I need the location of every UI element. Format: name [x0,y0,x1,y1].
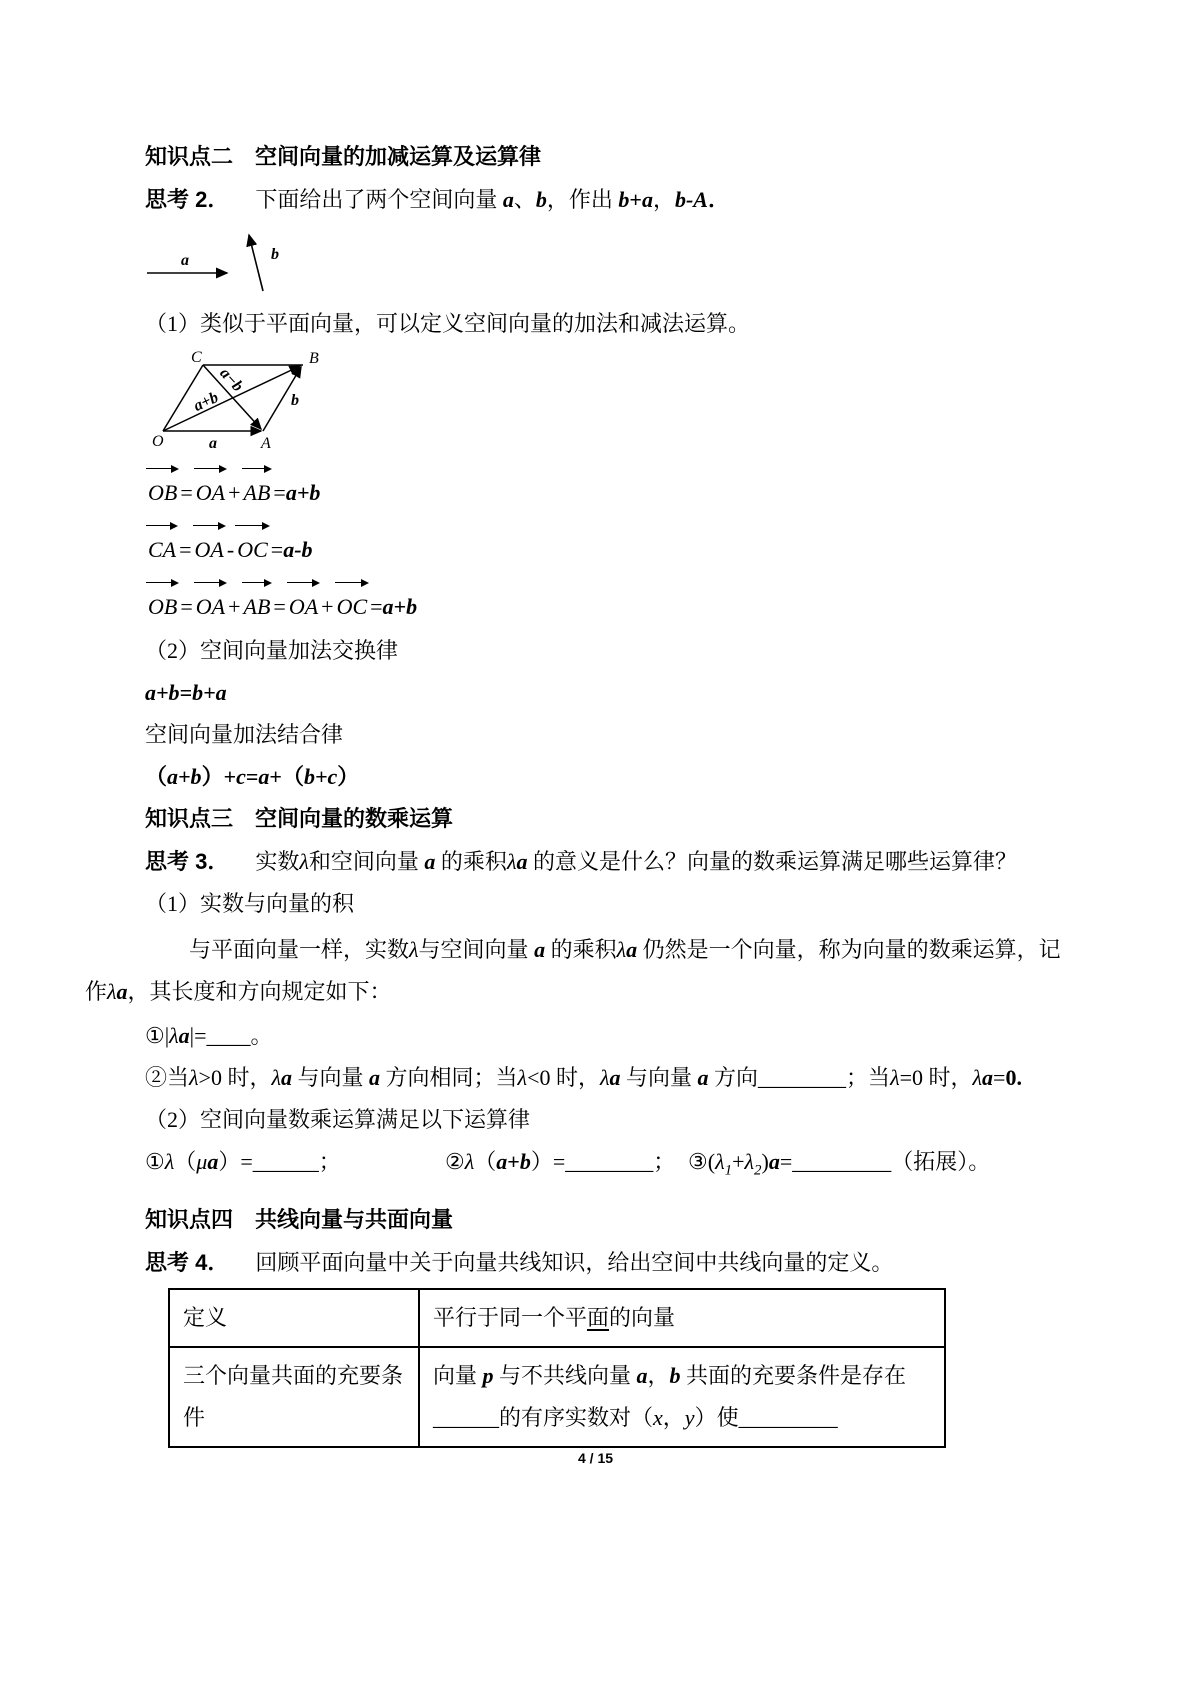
text-segment: = [179,537,192,562]
vector-arrow-icon [194,577,227,590]
subscript: 1 [724,1162,733,1179]
text-segment: λ [972,1065,983,1090]
text-segment: λ [890,1065,900,1090]
text-segment: ） [337,764,360,789]
text-segment: λ [189,1065,199,1090]
vector-equation-2 [145,520,1191,563]
text-segment: a [502,187,514,212]
text-segment: + [732,1149,745,1174]
table-cell-definition-label: 定义 [169,1289,419,1347]
text-segment: = [993,1065,1006,1090]
vector-name: OA [195,594,226,619]
text-segment: λ [517,1065,528,1090]
vertex-c-label: C [191,349,202,366]
coplanar-vectors-table [168,1288,946,1448]
text-segment: 和空间向量 [308,849,425,874]
text-segment: + [629,187,642,212]
vector-symbol [335,577,370,620]
vector-arrow-icon [146,463,179,476]
text-segment: c [236,764,246,789]
text-segment: （ [174,1149,197,1174]
text-segment: ，其长度和方向规定如下： [127,979,392,1004]
para-associative-law-title: 空间向量加法结合律 [145,722,344,747]
text-segment: 与平面向量一样，实数 [189,937,410,962]
page-number: 4 / 15 [577,1450,614,1466]
para-commutative-law-title: （2）空间向量加法交换律 [145,638,399,663]
text-segment: ； [653,1149,676,1174]
vector-arrow-icon [235,520,270,533]
text-segment: b [669,1363,681,1389]
text-segment: + [321,594,334,619]
text-segment: λ [409,937,419,962]
text-segment: 、 [513,187,536,212]
table-cell-condition-value [419,1347,945,1447]
text-segment: ， [662,1405,685,1431]
text-segment: 的意义是什么？向量的数乘运算满足哪些运算律？ [527,849,1017,874]
text-segment: λ [715,1149,725,1174]
text-segment: a [178,1023,190,1048]
text-segment: a [982,1065,994,1090]
text-segment: 向量 [433,1363,483,1389]
text-segment: b+c [303,764,338,789]
think-2-label: 思考 2． [145,187,230,212]
text-segment: a [641,187,653,212]
text-segment: 共面的充要条件是存在 [680,1363,907,1389]
text-segment: _________ [792,1149,892,1174]
text-segment: 的有序实数对（ [499,1405,654,1431]
text-segment: = [273,594,286,619]
text-segment: = [245,764,259,789]
vector-b-label: b [271,246,279,263]
text-segment: λ [506,849,517,874]
text-segment: a [496,1149,508,1174]
text-segment: b-A [674,187,708,212]
think-2-text [255,187,730,212]
item-scalar-laws-title: （2）空间向量数乘运算满足以下运算律 [145,1107,531,1132]
text-segment: x [653,1405,663,1431]
text-segment: a [516,849,528,874]
text-segment: a [626,937,638,962]
text-segment: ______ [433,1405,499,1431]
text-segment: ② [445,1149,465,1174]
text-segment: a [534,937,546,962]
text-segment: 与不共线向量 [493,1363,637,1389]
text-segment: a [116,979,128,1004]
text-segment: 方向 [708,1065,759,1090]
text-segment: =0 时， [899,1065,973,1090]
think-3-text [255,849,1017,874]
vector-equation-3 [145,577,1191,620]
vertex-a-label: A [261,435,271,452]
text-segment: 与向量 [292,1065,370,1090]
text-segment: ) [761,1149,769,1174]
vector-equation-1 [145,463,1191,506]
text-segment: a+b [285,480,321,505]
vector-b-arrow-icon [249,235,263,291]
diagonal-diff-label: a−b [216,364,247,396]
text-segment: ， [647,1363,670,1389]
think-3-line [145,845,1191,878]
edge-b-label: b [291,392,299,409]
text-segment: 下面给出了两个空间向量 [255,187,503,212]
vector-arrow-icon [335,577,370,590]
text-segment: 面 [587,1305,610,1331]
text-segment: 平行于同一个平 [433,1305,588,1331]
item-scalar-product-title: （1）实数与向量的积 [145,891,355,916]
text-segment: y [684,1405,695,1431]
text-segment: = [273,480,286,505]
vector-name: OA [194,537,224,562]
text-segment: 实数 [255,849,300,874]
vector-name: OA [195,480,226,505]
vector-name: OC [336,594,368,619]
text-segment: ，作出 [546,187,619,212]
diagonal-sum-label: a+b [191,388,222,415]
text-segment: a [281,1065,292,1090]
text-segment: λ [464,1149,475,1174]
text-segment: + [228,480,241,505]
vector-symbol [193,520,226,563]
text-segment: λ [744,1149,755,1174]
text-segment: 方向相同；当 [380,1065,518,1090]
para-add-sub-intro: （1）类似于平面向量，可以定义空间向量的加法和减法运算。 [145,311,751,336]
vector-arrow-icon [287,577,320,590]
vector-name: AB [243,594,271,619]
text-segment: ① [145,1149,165,1174]
text-segment: ③( [688,1149,716,1174]
vector-symbol [146,463,179,506]
text-segment: b [618,187,630,212]
scalar-law-2 [445,1145,688,1178]
text-segment: - [226,537,235,562]
heading-knowledge-point-3: 知识点三 空间向量的数乘运算 [145,806,454,831]
vector-symbol [242,463,273,506]
vector-name: OB [148,594,178,619]
text-segment: = [270,537,284,562]
text-segment: ）+ [201,764,237,789]
text-segment: ____ [206,1023,251,1048]
text-segment: 与向量 [620,1065,698,1090]
vertex-b-label: B [309,350,319,367]
commutative-law-formula [145,676,1191,709]
text-segment: ②当 [145,1065,190,1090]
text-segment: a [636,1363,648,1389]
text-segment: = [779,1149,793,1174]
text-segment: b [535,187,547,212]
vector-arrow-icon [194,463,227,476]
text-segment: = [180,594,193,619]
think-2-line [145,183,1191,216]
associative-law-formula [145,760,1191,793]
vector-symbol [242,577,273,620]
think-4-line [145,1246,1191,1279]
text-segment: +（ [269,764,304,789]
edge-a-label: a [209,435,217,452]
text-segment: ）= [218,1149,253,1174]
text-segment: a [768,1149,780,1174]
text-segment: 的向量 [609,1305,676,1331]
table-row [169,1347,945,1447]
text-segment: λ [299,849,309,874]
text-segment: （拓展）。 [891,1149,991,1174]
table-row [169,1289,945,1347]
text-segment: ． [707,187,730,212]
vector-arrow-icon [193,520,226,533]
text-segment: ）= [530,1149,566,1174]
text-segment: 0. [1005,1065,1022,1090]
text-segment: <0 时， [527,1065,600,1090]
scalar-law-3 [688,1149,991,1179]
vector-symbol [146,520,178,563]
text-segment: a [369,1065,381,1090]
vector-arrow-icon [146,520,178,533]
vector-arrow-icon [242,577,273,590]
text-segment: = [180,480,193,505]
bullet-magnitude-blank [145,1019,1191,1052]
subscript: 2 [754,1162,762,1179]
text-segment: 的乘积 [545,937,617,962]
bullet-direction-rule [145,1061,1191,1094]
table-cell-condition-label: 三个向量共面的充要条件 [169,1347,419,1447]
text-segment: λ [164,1149,175,1174]
text-segment: a+b=b+a [145,680,227,705]
text-segment: a [258,764,270,789]
text-segment: λ [271,1065,281,1090]
text-segment: 与空间向量 [418,937,535,962]
text-segment: a [207,1149,219,1174]
text-segment: a [609,1065,621,1090]
text-segment: ______ [252,1149,319,1174]
text-segment: a+b [382,594,418,619]
text-segment: b [519,1149,531,1174]
vector-name: CA [148,537,177,562]
text-segment: + [228,594,241,619]
heading-knowledge-point-4: 知识点四 共线向量与共面向量 [145,1207,454,1233]
text-segment: μ [196,1149,208,1174]
vector-name: OA [288,594,319,619]
text-segment: ； [318,1149,341,1174]
table-cell-definition-value [419,1289,945,1347]
vector-symbol [146,577,179,620]
vector-name: AB [243,480,271,505]
text-segment: a-b [283,537,313,562]
text-segment: = [370,594,383,619]
text-segment: |= [189,1023,207,1048]
text-segment: ， [652,187,675,212]
text-segment: ；当 [846,1065,891,1090]
vector-arrow-icon [146,577,179,590]
figure-two-vectors [143,225,313,297]
text-segment: ①| [145,1023,170,1048]
text-segment: （ [474,1149,497,1174]
text-segment: λ [169,1023,179,1048]
think-4-text: 回顾平面向量中关于向量共线知识，给出空间中共线向量的定义。 [255,1250,894,1276]
text-segment: ）使 [694,1405,739,1431]
vector-name: OB [148,480,178,505]
vector-arrow-icon [242,463,273,476]
text-segment: λ [616,937,627,962]
heading-knowledge-point-2: 知识点二 空间向量的加减运算及运算律 [145,144,542,169]
text-segment: ________ [565,1149,654,1174]
text-segment: λ [599,1065,610,1090]
think-4-label: 思考 4． [145,1250,230,1276]
text-segment: 的乘积 [435,849,507,874]
para-scalar-multiplication [85,929,1070,1013]
text-segment: （ [145,764,168,789]
figure-parallelogram [151,349,346,453]
vector-symbol [235,520,270,563]
text-segment: p [482,1363,494,1389]
text-segment: 。 [250,1023,273,1048]
vector-name: OC [237,537,268,562]
text-segment: a [424,849,436,874]
scalar-law-1 [145,1145,445,1178]
vertex-o-label: O [152,433,164,450]
text-segment: >0 时， [198,1065,272,1090]
scalar-laws-row [145,1145,1191,1187]
vector-symbol [287,577,320,620]
text-segment: a [697,1065,709,1090]
vector-symbol [194,463,227,506]
text-segment: a+b [167,764,202,789]
text-segment: _________ [738,1405,838,1431]
text-segment: λ [107,979,117,1004]
text-segment: ________ [758,1065,847,1090]
vector-a-label: a [181,252,189,269]
text-segment: + [507,1149,520,1174]
vector-symbol [194,577,227,620]
think-3-label: 思考 3． [145,849,230,874]
text-segment: 仍然是一个向量，称为向量的数乘运算，记作 [85,937,1061,1004]
